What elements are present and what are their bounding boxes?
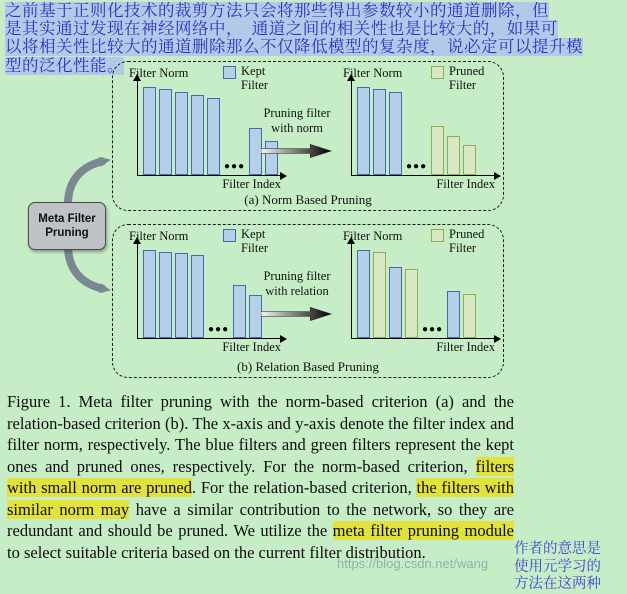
caption-highlighted-text: meta filter pruning module	[332, 521, 514, 540]
pruned-filter-bar	[373, 252, 386, 338]
kept-filter-bar	[175, 92, 188, 175]
figure-caption	[7, 391, 514, 563]
ellipsis-dots: ●●●	[224, 161, 246, 172]
legend-line: Pruned	[449, 64, 485, 78]
kept-filter-bar	[159, 252, 172, 338]
caption-highlighted-text: the filters with similar norm may	[7, 478, 514, 519]
caption-text: . For the relation-based criterion,	[191, 478, 417, 497]
pruned-filter-bar	[447, 136, 460, 175]
x-axis-label: Filter Index	[436, 340, 495, 354]
kept-filter-bar	[389, 267, 402, 338]
x-axis-arrow-icon	[494, 335, 501, 343]
panel-b-caption: (b) Relation Based Pruning	[237, 359, 379, 374]
pruned-filter-bar	[463, 145, 476, 175]
y-axis-arrow-icon	[133, 74, 141, 81]
annotation-line: 方法在这两种	[514, 576, 601, 592]
legend-line: Filter	[449, 240, 477, 255]
kept-filter-bar	[357, 250, 370, 338]
legend-label	[449, 65, 484, 92]
legend-line: Filter	[241, 77, 269, 92]
note-line	[5, 38, 625, 56]
note-line-text: 之前基于正则化技术的裁剪方法只会将那些得出参数较小的通道删除，但	[5, 2, 549, 20]
pruning-label-line1: Pruning filter	[263, 106, 331, 120]
pruning-label-line2: with norm	[271, 121, 323, 135]
kept-filter-bar	[159, 89, 172, 175]
legend-kept-filter	[223, 228, 268, 255]
kept-filter-bar	[143, 250, 156, 338]
meta-filter-pruning-box	[28, 202, 106, 250]
watermark-url: https://blog.csdn.net/wang	[337, 556, 489, 571]
panel-relation-based-pruning	[112, 224, 504, 378]
note-line-text: 型的泛化性能。	[5, 56, 124, 75]
annotation-note	[514, 541, 626, 594]
y-axis-arrow-icon	[347, 237, 355, 244]
y-axis-label: Filter Norm	[343, 66, 403, 80]
caption-text: have a similar contribution to the network, so they are redundant and should be pruned. We utilize the	[7, 499, 514, 540]
ellipsis-dots: ●●●	[406, 161, 428, 172]
meta-box-label-line1: Meta Filter	[38, 213, 96, 225]
x-axis-arrow-icon	[494, 172, 501, 180]
plot-area	[351, 240, 497, 339]
note-line-text: 以将相关性比较大的通道删除那么不仅降低模型的复杂度，说必定可以提升模	[5, 38, 583, 57]
pruning-label-line1: Pruning filter	[263, 269, 331, 283]
x-axis-label: Filter Index	[222, 177, 281, 191]
legend-line: Filter	[449, 77, 477, 92]
arrow-to-panel-b-icon	[68, 246, 104, 289]
legend-line: Filter	[241, 240, 269, 255]
x-axis-arrow-icon	[280, 172, 287, 180]
ellipsis-dots: ●●●	[208, 324, 230, 335]
pruning-arrow-icon	[261, 306, 333, 322]
kept-filter-bar	[175, 253, 188, 338]
bars	[357, 240, 497, 338]
x-axis-label: Filter Index	[222, 340, 281, 354]
note-line	[5, 20, 625, 38]
pruned-filter-swatch-icon	[431, 66, 444, 79]
legend-line: Pruned	[449, 227, 485, 241]
panel-norm-based-pruning	[112, 61, 504, 211]
annotation-line: 作者的意思是	[514, 541, 601, 557]
pruning-label-line2: with relation	[265, 284, 329, 298]
x-axis-label: Filter Index	[436, 177, 495, 191]
y-axis-label: Filter Norm	[129, 66, 189, 80]
kept-filter-swatch-icon	[223, 229, 236, 242]
y-axis-label: Filter Norm	[129, 229, 189, 243]
y-axis-arrow-icon	[347, 74, 355, 81]
kept-filter-bar	[207, 98, 220, 175]
panel-a-caption: (a) Norm Based Pruning	[244, 192, 372, 207]
caption-text: to select suitable criteria based on the current filter distribution.	[7, 542, 426, 562]
bars	[357, 77, 497, 175]
y-axis-arrow-icon	[133, 237, 141, 244]
legend-pruned-filter	[431, 65, 484, 92]
pruned-filter-bar	[405, 269, 418, 338]
pruned-filter-swatch-icon	[431, 229, 444, 242]
ellipsis-dots: ●●●	[422, 324, 444, 335]
annotation-line: 使用元学习的	[514, 558, 601, 575]
kept-filter-bar	[191, 255, 204, 338]
note-line	[5, 2, 625, 20]
legend-label	[241, 65, 268, 92]
kept-filter-bar	[389, 92, 402, 175]
x-axis-arrow-icon	[280, 335, 287, 343]
kept-filter-bar	[143, 87, 156, 175]
legend-label	[241, 228, 268, 255]
legend-line: Kept	[241, 64, 266, 78]
legend-label	[449, 228, 484, 255]
y-axis-label: Filter Norm	[343, 229, 403, 243]
caption-highlighted-text: filters with small norm are pruned	[7, 456, 514, 497]
kept-filter-bar	[233, 285, 246, 338]
arrow-to-panel-a-icon	[68, 161, 104, 204]
legend-kept-filter	[223, 65, 268, 92]
pruning-step	[259, 106, 335, 163]
note-line-text: 是其实通过发现在神经网络中， 通道之间的相关性也是比较大的，如果可	[5, 20, 558, 39]
kept-filter-bar	[191, 95, 204, 175]
caption-text: Figure 1. Meta filter pruning with the norm-based criterion (a) and the relation-based criterion (b). The x-axis and y-axis denote the filter index and filter norm, respectively. The blue filters and green filters represent the kept ones and pruned ones, respectively. For the norm-based criterion,	[7, 392, 514, 476]
pruning-arrow-icon	[261, 143, 333, 159]
kept-filter-bar	[373, 89, 386, 175]
meta-box-label-line2: Pruning	[45, 227, 89, 239]
kept-filter-swatch-icon	[223, 66, 236, 79]
kept-filter-bar	[447, 291, 460, 338]
kept-filter-bar	[357, 87, 370, 175]
legend-pruned-filter	[431, 228, 484, 255]
pruned-filter-bar	[463, 294, 476, 338]
legend-line: Kept	[241, 227, 266, 241]
pruning-step	[259, 269, 335, 326]
pruned-filter-bar	[431, 126, 444, 175]
plot-area	[351, 77, 497, 176]
